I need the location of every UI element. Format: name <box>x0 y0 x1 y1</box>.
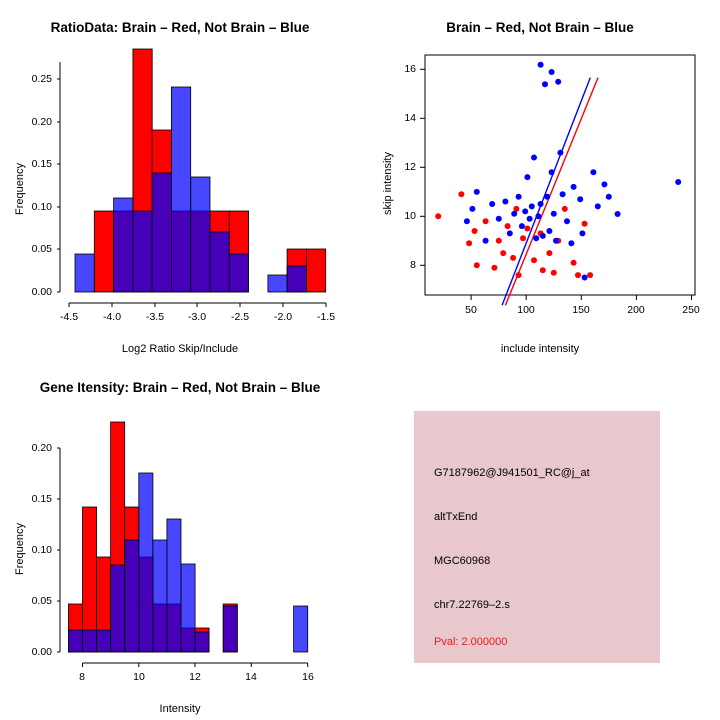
panel-annotation-box <box>414 411 660 663</box>
gene-xtick-0: 8 <box>79 671 85 683</box>
ratio-xtick-5: -2.0 <box>273 311 293 323</box>
panel-gene-xlabel: Intensity <box>159 703 201 715</box>
gene-ytick-0: 0.00 <box>31 646 52 658</box>
ratio-ytick-1: 0.05 <box>31 243 52 255</box>
panel-ratio-plot <box>0 0 360 360</box>
ratio-ytick-3: 0.15 <box>31 158 52 170</box>
scatter-xtick-4: 250 <box>682 304 700 316</box>
ratio-bars <box>75 49 326 292</box>
ratio-xtick-6: -1.5 <box>316 311 336 323</box>
annotation-gene-symbol: MGC60968 <box>434 555 491 567</box>
panel-ratio-title: RatioData: Brain – Red, Not Brain – Blue <box>50 20 310 35</box>
panel-scatter <box>360 0 720 360</box>
ratio-xtick-4: -2.5 <box>230 311 250 323</box>
scatter-points-red <box>435 191 593 278</box>
gene-xtick-2: 12 <box>189 671 201 683</box>
scatter-xtick-2: 150 <box>572 304 590 316</box>
scatter-ytick-2: 12 <box>404 161 416 173</box>
panel-scatter-title: Brain – Red, Not Brain – Blue <box>446 20 634 35</box>
gene-xtick-3: 14 <box>245 671 257 683</box>
panel-gene-histogram <box>0 360 360 720</box>
scatter-ytick-4: 16 <box>404 63 416 75</box>
gene-ytick-2: 0.10 <box>31 544 52 556</box>
annotation-event-type: altTxEnd <box>434 511 478 523</box>
scatter-fit-lines <box>502 78 598 306</box>
gene-xtick-1: 10 <box>133 671 145 683</box>
gene-xtick-4: 16 <box>302 671 314 683</box>
ratio-xtick-0: -4.5 <box>59 311 79 323</box>
panel-gene-title: Gene Itensity: Brain – Red, Not Brain – Blue <box>39 380 321 395</box>
panel-ratio-xlabel: Log2 Ratio Skip/Include <box>121 343 239 355</box>
scatter-ytick-3: 14 <box>404 112 416 124</box>
ratio-ytick-4: 0.20 <box>31 116 52 128</box>
ratio-xtick-2: -3.5 <box>145 311 165 323</box>
scatter-ytick-0: 8 <box>410 259 416 271</box>
panel-ratio-histogram <box>0 0 360 360</box>
ratio-ytick-5: 0.25 <box>31 73 52 85</box>
gene-bars <box>68 422 307 652</box>
gene-ytick-3: 0.15 <box>31 493 52 505</box>
ratio-ytick-0: 0.00 <box>31 286 52 298</box>
ratio-xtick-1: -4.0 <box>102 311 122 323</box>
panel-gene-plot <box>0 360 360 720</box>
annotation-pval: Pval: 2.000000 <box>434 636 508 648</box>
panel-ratio-ylabel: Frequency <box>14 163 26 215</box>
ratio-xtick-3: -3.0 <box>187 311 207 323</box>
annotation-locus: chr7.22769–2.s <box>434 599 510 611</box>
panel-scatter-ylabel: skip intensity <box>382 152 394 215</box>
scatter-xtick-3: 200 <box>627 304 645 316</box>
scatter-points-blue <box>464 62 681 281</box>
ratio-ytick-2: 0.10 <box>31 201 52 213</box>
scatter-xtick-0: 50 <box>465 304 477 316</box>
annotation-probe-id: G7187962@J941501_RC@j_at <box>434 467 590 479</box>
scatter-ytick-1: 10 <box>404 210 416 222</box>
panel-scatter-xlabel: include intensity <box>500 343 580 355</box>
panel-gene-ylabel: Frequency <box>14 523 26 575</box>
scatter-xtick-1: 100 <box>517 304 535 316</box>
gene-ytick-1: 0.05 <box>31 595 52 607</box>
gene-ytick-4: 0.20 <box>31 442 52 454</box>
